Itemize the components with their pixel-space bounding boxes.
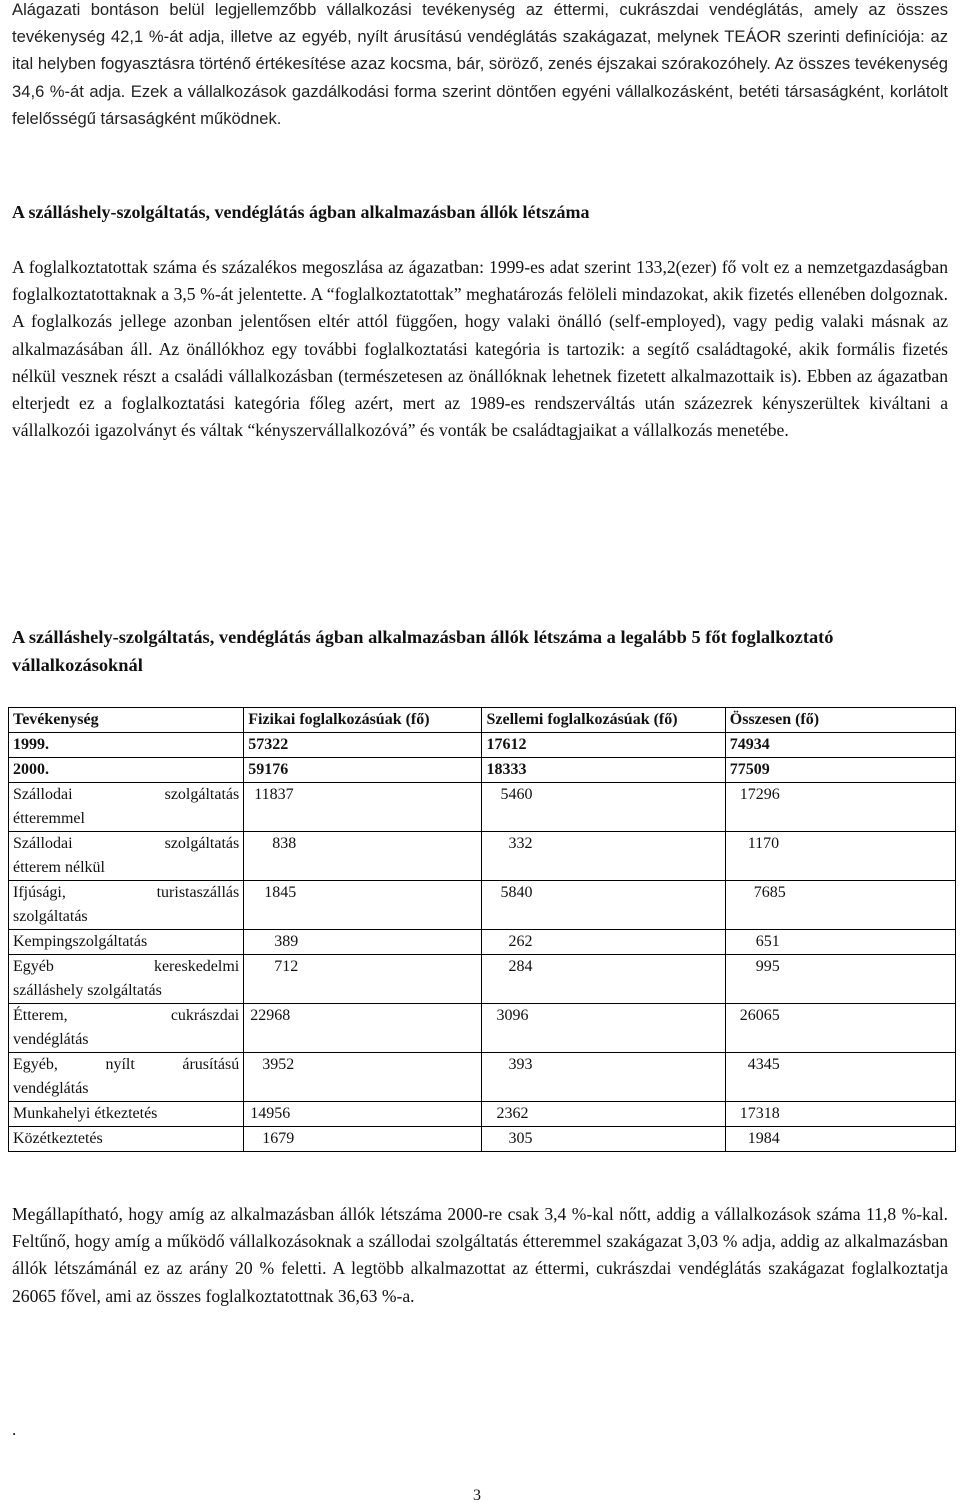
cell-physical: 1679: [244, 1127, 482, 1152]
cell-total: 995: [725, 955, 955, 1004]
cell-physical: 11837: [244, 783, 482, 832]
row-label: Szállodai szolgáltatás étterem nélkül: [9, 832, 244, 881]
table-row: [9, 1102, 956, 1127]
row-label: 1999.: [9, 733, 244, 758]
row-label: 2000.: [9, 758, 244, 783]
cell-total: 17296: [725, 783, 955, 832]
cell-physical: 3952: [244, 1053, 482, 1102]
cell-intellectual: 3096: [482, 1004, 725, 1053]
section-heading-table: A szálláshely-szolgáltatás, vendéglátás ágban alkalmazásban állók létszáma a legalább 5 főt foglalkoztató vállalkozásoknál: [12, 627, 834, 675]
cell-total: 74934: [725, 733, 955, 758]
cell-physical: 22968: [244, 1004, 482, 1053]
page-number: 3: [473, 1487, 481, 1504]
cell-intellectual: 17612: [482, 733, 725, 758]
table-row: [9, 1127, 956, 1152]
cell-total: 4345: [725, 1053, 955, 1102]
row-label: Szállodai szolgáltatás étteremmel: [9, 783, 244, 832]
cell-intellectual: 305: [482, 1127, 725, 1152]
section-heading-employment: A szálláshely-szolgáltatás, vendéglátás ágban alkalmazásban állók létszáma: [12, 202, 590, 222]
cell-total: 1984: [725, 1127, 955, 1152]
intro-paragraph: Alágazati bontáson belül legjellemzőbb vállalkozási tevékenység az éttermi, cukrászdai vendéglátás, amely az összes tevékenység 42,1 %-át adja, illetve az egyéb, nyílt árusítású vendéglátás szakágazat, melynek TEÁOR szerinti definíciója: az ital helyben fogyasztásra történő értékesítése azaz kocsma, bár, söröző, zenés éjszakai szórakozóhely. Az összes tevékenység 34,6 %-át adja. Ezek a vállalkozások gazdálkodási forma szerint döntően egyéni vállalkozásként, betéti társaságként, korlátolt felelősségű társaságként működnek.: [12, 0, 948, 128]
table-row: [9, 832, 956, 881]
row-label: Közétkeztetés: [9, 1127, 244, 1152]
row-label: Étterem, cukrászdai vendéglátás: [9, 1004, 244, 1053]
cell-physical: 59176: [244, 758, 482, 783]
table-row: [9, 1053, 956, 1102]
cell-physical: 57322: [244, 733, 482, 758]
cell-intellectual: 5840: [482, 881, 725, 930]
cell-intellectual: 332: [482, 832, 725, 881]
cell-intellectual: 262: [482, 930, 725, 955]
cell-total: 651: [725, 930, 955, 955]
table-row: [9, 1004, 956, 1053]
employment-table: [8, 707, 956, 1152]
cell-total: 26065: [725, 1004, 955, 1053]
header-activity: Tevékenység: [9, 708, 244, 733]
employment-paragraph: A foglalkoztatottak száma és százalékos megoszlása az ágazatban: 1999-es adat szerint 133,2(ezer) fő volt ez a nemzetgazdaságban foglalkoztatottaknak a 3,5 %-át jelentette. A “foglalkoztatottak” meghatározás felöleli mindazokat, akik fizetés ellenében dolgoznak. A foglalkozás jellege azonban jelentősen eltér attól függően, hogy valaki önálló (self-employed), vagy pedig valaki másnak az alkalmazásában áll. Az önállókhoz egy további foglalkoztatási kategória is tartozik: a segítő családtagoké, akik formális fizetés nélkül vesznek részt a családi vállalkozásban (természetesen az önállóknak lehetnek fizetett alkalmazottaik is). Ebben az ágazatban elterjedt ez a foglalkoztatási kategória főleg azért, mert az 1989-es rendszerváltás után százezrek kényszerültek kiváltani a vállalkozói igazolványt és váltak “kényszervállalkozóvá” és vonták be családtagjaikat a vállalkozás menetébe.: [12, 257, 948, 441]
cell-physical: 712: [244, 955, 482, 1004]
cell-intellectual: 2362: [482, 1102, 725, 1127]
cell-intellectual: 5460: [482, 783, 725, 832]
cell-physical: 838: [244, 832, 482, 881]
cell-physical: 1845: [244, 881, 482, 930]
header-intellectual: Szellemi foglalkozásúak (fő): [482, 708, 725, 733]
cell-intellectual: 393: [482, 1053, 725, 1102]
cell-total: 1170: [725, 832, 955, 881]
table-row: [9, 733, 956, 758]
trailing-dot: .: [12, 1420, 17, 1439]
cell-total: 77509: [725, 758, 955, 783]
cell-intellectual: 284: [482, 955, 725, 1004]
conclusion-paragraph: Megállapítható, hogy amíg az alkalmazásban állók létszáma 2000-re csak 3,4 %-kal nőtt, addig a vállalkozások száma 11,8 %-kal. Feltűnő, hogy amíg a működő vállalkozásoknak a szállodai szolgáltatás étteremmel szakágazat 3,03 % adja, addig az alkalmazásban állók létszámánál ez az arány 20 % feletti. A legtöbb alkalmazottat az éttermi, cukrászdai vendéglátás szakágazat foglalkoztatja 26065 fővel, ami az összes foglalkoztatottnak 36,63 %-a.: [12, 1204, 948, 1306]
row-label: Egyéb, nyílt árusítású vendéglátás: [9, 1053, 244, 1102]
header-physical: Fizikai foglalkozásúak (fő): [244, 708, 482, 733]
row-label: Ifjúsági, turistaszállás szolgáltatás: [9, 881, 244, 930]
table-header-row: [9, 708, 956, 733]
cell-intellectual: 18333: [482, 758, 725, 783]
cell-total: 7685: [725, 881, 955, 930]
row-label: Egyéb kereskedelmi szálláshely szolgáltatás: [9, 955, 244, 1004]
header-total: Összesen (fő): [725, 708, 955, 733]
table-row: [9, 783, 956, 832]
row-label: Munkahelyi étkeztetés: [9, 1102, 244, 1127]
table-row: [9, 930, 956, 955]
table-row: [9, 758, 956, 783]
table-row: [9, 955, 956, 1004]
table-row: [9, 881, 956, 930]
cell-physical: 389: [244, 930, 482, 955]
cell-physical: 14956: [244, 1102, 482, 1127]
cell-total: 17318: [725, 1102, 955, 1127]
row-label: Kempingszolgáltatás: [9, 930, 244, 955]
